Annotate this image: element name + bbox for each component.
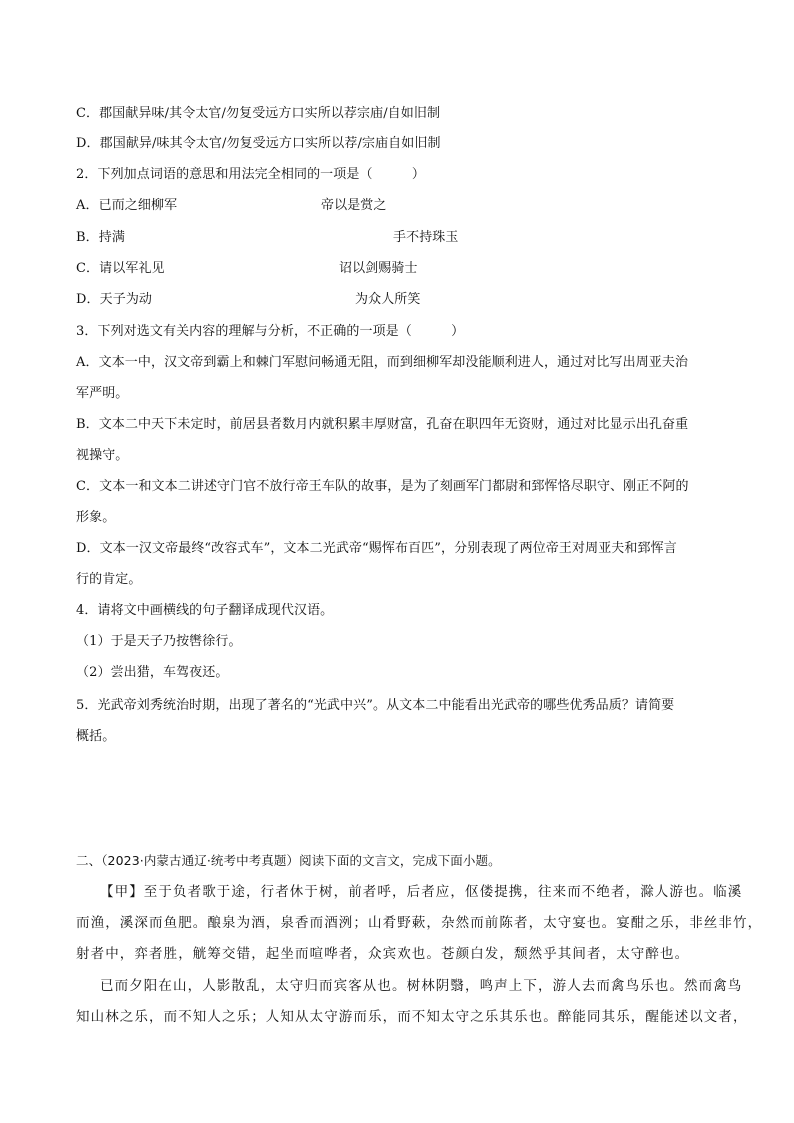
- q3-option-b-line1: B．文本二中天下未定时，前居县者数月内就积累丰厚财富，孔奋在职四年无资财，通过对比显示出孔奋重: [76, 417, 689, 432]
- q3-option-c-line1: C．文本一和文本二讲述守门官不放行帝王车队的故事，是为了刻画军门都尉和郅恽恪尽职守、刚正不阿的: [76, 479, 689, 494]
- q2-option-d-right: 为众人所笑: [355, 292, 421, 307]
- q2-option-d-left: D．天子为动: [76, 292, 153, 307]
- section-2-heading: 二、（2023·内蒙古通辽·统考中考真题）阅读下面的文言文，完成下面小题。: [76, 853, 501, 868]
- passage-para1-line1: 【甲】至于负者歌于途，行者休于树，前者呼，后者应，伛偻提携，往来而不绝者，滁人游也。临溪: [100, 884, 743, 900]
- q3-option-c-line2: 形象。: [76, 510, 116, 525]
- question-2: 2．下列加点词语的意思和用法完全相同的一项是（ ）: [76, 167, 425, 182]
- q3-option-d-line1: D．文本一汉文帝最终“改容式车”，文本二光武帝“赐恽布百匹”，分别表现了两位帝王对周亚夫和郅恽言: [76, 541, 677, 556]
- q3-option-b-line2: 视操守。: [76, 448, 129, 463]
- q2-option-a-right: 帝以是赏之: [321, 198, 387, 213]
- q3-option-a-line2: 军严明。: [76, 386, 129, 401]
- q2-option-a: [76, 196, 726, 216]
- q3-option-a-line1: A．文本一中，汉文帝到霸上和棘门军慰问畅通无阻，而到细柳军却没能顺利进人，通过对比写出周亚夫治: [76, 355, 689, 370]
- q4-item-1: （1）于是天子乃按辔徐行。: [76, 634, 242, 649]
- q2-option-a-left: A．已而之细柳军: [76, 198, 178, 213]
- option-d-line: D．郡国献异/味其令太官/勿复受远方口实所以荐/宗庙自如旧制: [76, 136, 441, 151]
- q2-option-b-left: B．持满: [76, 230, 125, 245]
- question-4: 4．请将文中画横线的句子翻译成现代汉语。: [76, 603, 334, 618]
- q2-option-c: [76, 259, 726, 279]
- passage-para2-line1: 已而夕阳在山，人影散乱，太守归而宾客从也。树林阴翳，鸣声上下，游人去而禽鸟乐也。然而禽鸟: [100, 978, 743, 994]
- question-5-line1: 5．光武帝刘秀统治时期，出现了著名的“光武中兴”。从文本二中能看出光武帝的哪些优秀品质？请简要: [76, 698, 675, 713]
- q2-option-d: [76, 290, 726, 310]
- q2-option-b-right: 手不持珠玉: [393, 230, 459, 245]
- passage-para1-line2: 而渔，溪深而鱼肥。酿泉为酒，泉香而酒洌；山肴野蔌，杂然而前陈者，太守宴也。宴酣之乐，非丝非竹，: [76, 915, 763, 931]
- q2-option-b: [76, 228, 726, 248]
- passage-para2-line2: 知山林之乐，而不知人之乐；人知从太守游而乐，而不知太守之乐其乐也。醉能同其乐，醒能述以文者，: [76, 1009, 748, 1025]
- question-3: 3．下列对选文有关内容的理解与分析，不正确的一项是（ ）: [76, 324, 465, 339]
- q2-option-c-right: 诏以剑赐骑士: [339, 261, 418, 276]
- passage-para1-line3: 射者中，弈者胜，觥筹交错，起坐而喧哗者，众宾欢也。苍颜白发，颓然乎其间者，太守醉也。: [76, 946, 690, 962]
- q4-item-2: （2）尝出猎，车驾夜还。: [76, 665, 229, 680]
- q3-option-d-line2: 行的肯定。: [76, 572, 142, 587]
- question-5-line2: 概括。: [76, 729, 116, 744]
- q2-option-c-left: C．请以军礼见: [76, 261, 165, 276]
- option-c-line: C．郡国献异味/其令太官/勿复受远方口实所以荐宗庙/自如旧制: [76, 106, 441, 121]
